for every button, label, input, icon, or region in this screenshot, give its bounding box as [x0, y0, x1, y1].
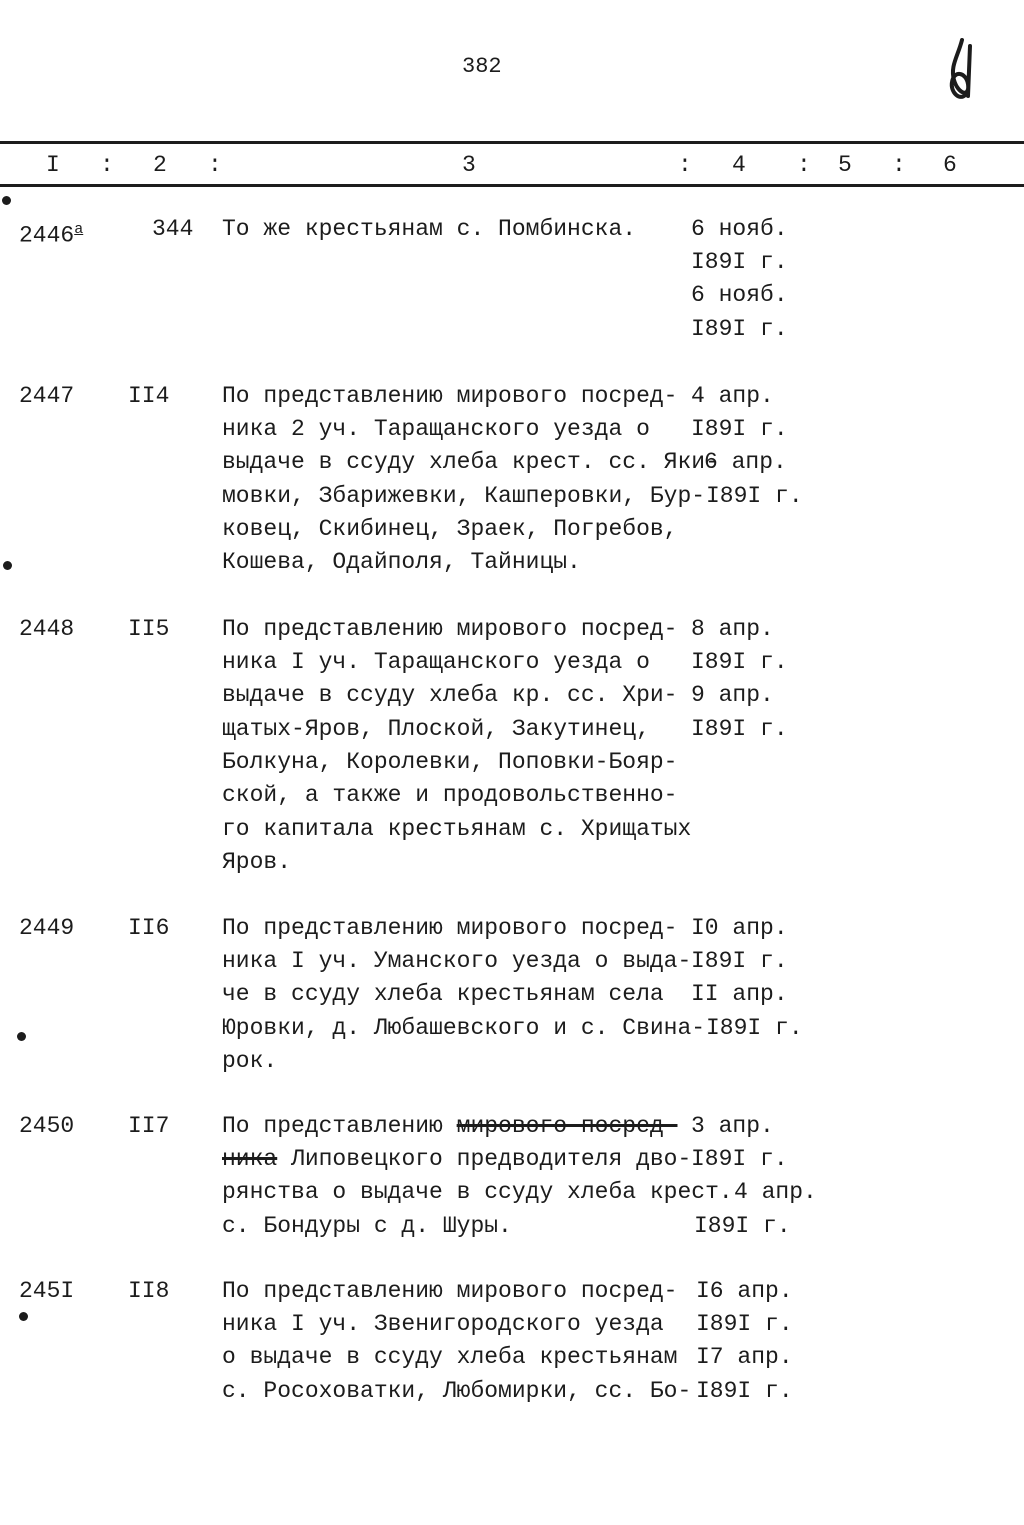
entry-description-line: ника Липовецкого предводителя дво- [222, 1146, 692, 1172]
entry-description-line: выдаче в ссуду хлеба крест. сс. Яки- [222, 449, 719, 475]
entry-date-line: I0 апр. [691, 915, 788, 941]
entry-date-line: I6 апр. [696, 1278, 793, 1304]
entry-description-line: ника 2 уч. Таращанского уезда о [222, 416, 650, 442]
entry-date-line: I89I г. [706, 1015, 803, 1041]
entry-date-line: I7 апр. [696, 1344, 793, 1370]
entry-number: 2446$^a$ [19, 221, 84, 249]
column-header-5: 5 [838, 152, 852, 178]
entry-date-line: 8 апр. [691, 616, 774, 642]
entry-description-line: с. Бондуры с д. Шуры. [222, 1213, 512, 1239]
entry-description-line: Болкуна, Королевки, Поповки-Бояр- [222, 749, 678, 775]
header-bottom-rule [0, 184, 1024, 187]
entry-date-line: I89I г. [691, 416, 788, 442]
entry-number: 245I [19, 1278, 75, 1304]
entry-date-line: I89I г. [691, 948, 788, 974]
entry-number: 2448 [19, 616, 75, 642]
entry-date-line: 3 апр. [691, 1113, 774, 1139]
entry-date-line: 4 апр. [691, 383, 774, 409]
entry-date-line: 6 нояб. [691, 282, 788, 308]
scan-dot [2, 196, 11, 205]
struck-text: мирового посред- [456, 1113, 678, 1139]
entry-date-line: I89I г. [691, 649, 788, 675]
column-header-3: 3 [462, 152, 476, 178]
entry-code: II6 [128, 915, 170, 941]
entry-description-line: По представлению мирового посред- [222, 1278, 678, 1304]
entry-description-line: ника I уч. Уманского уезда о выда- [222, 948, 692, 974]
entry-date-line: 6 апр. [704, 449, 787, 475]
entry-description-line: По представлению мирового посред- [222, 616, 678, 642]
column-separator: : [892, 152, 906, 178]
entry-description-line: По представлению мирового посред- [222, 383, 678, 409]
entry-description-line: го капитала крестьянам с. Хрищатых [222, 816, 692, 842]
scan-dot [3, 561, 12, 570]
entry-description-line: ника I уч. Звенигородского уезда [222, 1311, 664, 1337]
scan-dot [19, 1312, 28, 1321]
entry-date-line: 6 нояб. [691, 216, 788, 242]
entry-date-line: I89I г. [696, 1311, 793, 1337]
entry-code: II7 [128, 1113, 170, 1139]
entry-description-line: То же крестьянам с. Помбинска. [222, 216, 637, 242]
entry-description-line: с. Росоховатки, Любомирки, сс. Бо- [222, 1378, 692, 1404]
entry-description-line: Кошева, Одайполя, Тайницы. [222, 549, 581, 575]
entry-date-line: I89I г. [706, 483, 803, 509]
entry-description-line: По представлению мирового посред- [222, 915, 678, 941]
column-header-2: 2 [153, 152, 167, 178]
entry-description-line: ковец, Скибинец, Зраек, Погребов, [222, 516, 678, 542]
scan-dot [17, 1032, 26, 1041]
struck-text: ника [222, 1146, 278, 1172]
entry-number: 2447 [19, 383, 75, 409]
entry-description-line: щатых-Яров, Плоской, Закутинец, [222, 716, 650, 742]
column-header-1: I [46, 152, 60, 178]
entry-date-line: I89I г. [691, 716, 788, 742]
entry-date-line: 4 апр. [734, 1179, 817, 1205]
entry-number: 2449 [19, 915, 75, 941]
column-header-6: 6 [943, 152, 957, 178]
entry-description-line: о выдаче в ссуду хлеба крестьянам [222, 1344, 678, 1370]
entry-description-line: мовки, Збарижевки, Кашперовки, Бур- [222, 483, 706, 509]
header-top-rule [0, 141, 1024, 144]
entry-date-line: I89I г. [694, 1213, 791, 1239]
entry-date-line: I89I г. [691, 1146, 788, 1172]
entry-description-line: Юровки, д. Любашевского и с. Свина- [222, 1015, 706, 1041]
entry-description-line: ской, а также и продовольственно- [222, 782, 678, 808]
entry-description-line: Яров. [222, 849, 292, 875]
column-separator: : [208, 152, 222, 178]
entry-date-line: I89I г. [691, 249, 788, 275]
entry-date-line: I89I г. [696, 1378, 793, 1404]
column-separator: : [678, 152, 692, 178]
entry-code: II4 [128, 383, 170, 409]
entry-number: 2450 [19, 1113, 75, 1139]
entry-date-line: 9 апр. [691, 682, 774, 708]
entry-code: II8 [128, 1278, 170, 1304]
column-separator: : [797, 152, 811, 178]
entry-description-line: По представлению мирового посред- [222, 1113, 678, 1139]
entry-date-line: II апр. [691, 981, 788, 1007]
page-number: 382 [462, 54, 502, 79]
entry-description-line: рок. [222, 1048, 278, 1074]
entry-date-line: I89I г. [691, 316, 788, 342]
signature-mark [940, 36, 980, 106]
entry-description-line: рянства о выдаче в ссуду хлеба крест. [222, 1179, 733, 1205]
entry-description-line: ника I уч. Таращанского уезда о [222, 649, 650, 675]
entry-code: 344 [152, 216, 194, 242]
column-separator: : [100, 152, 114, 178]
entry-description-line: че в ссуду хлеба крестьянам села [222, 981, 664, 1007]
entry-code: II5 [128, 616, 170, 642]
entry-description-line: выдаче в ссуду хлеба кр. сс. Хри- [222, 682, 678, 708]
column-header-4: 4 [732, 152, 746, 178]
